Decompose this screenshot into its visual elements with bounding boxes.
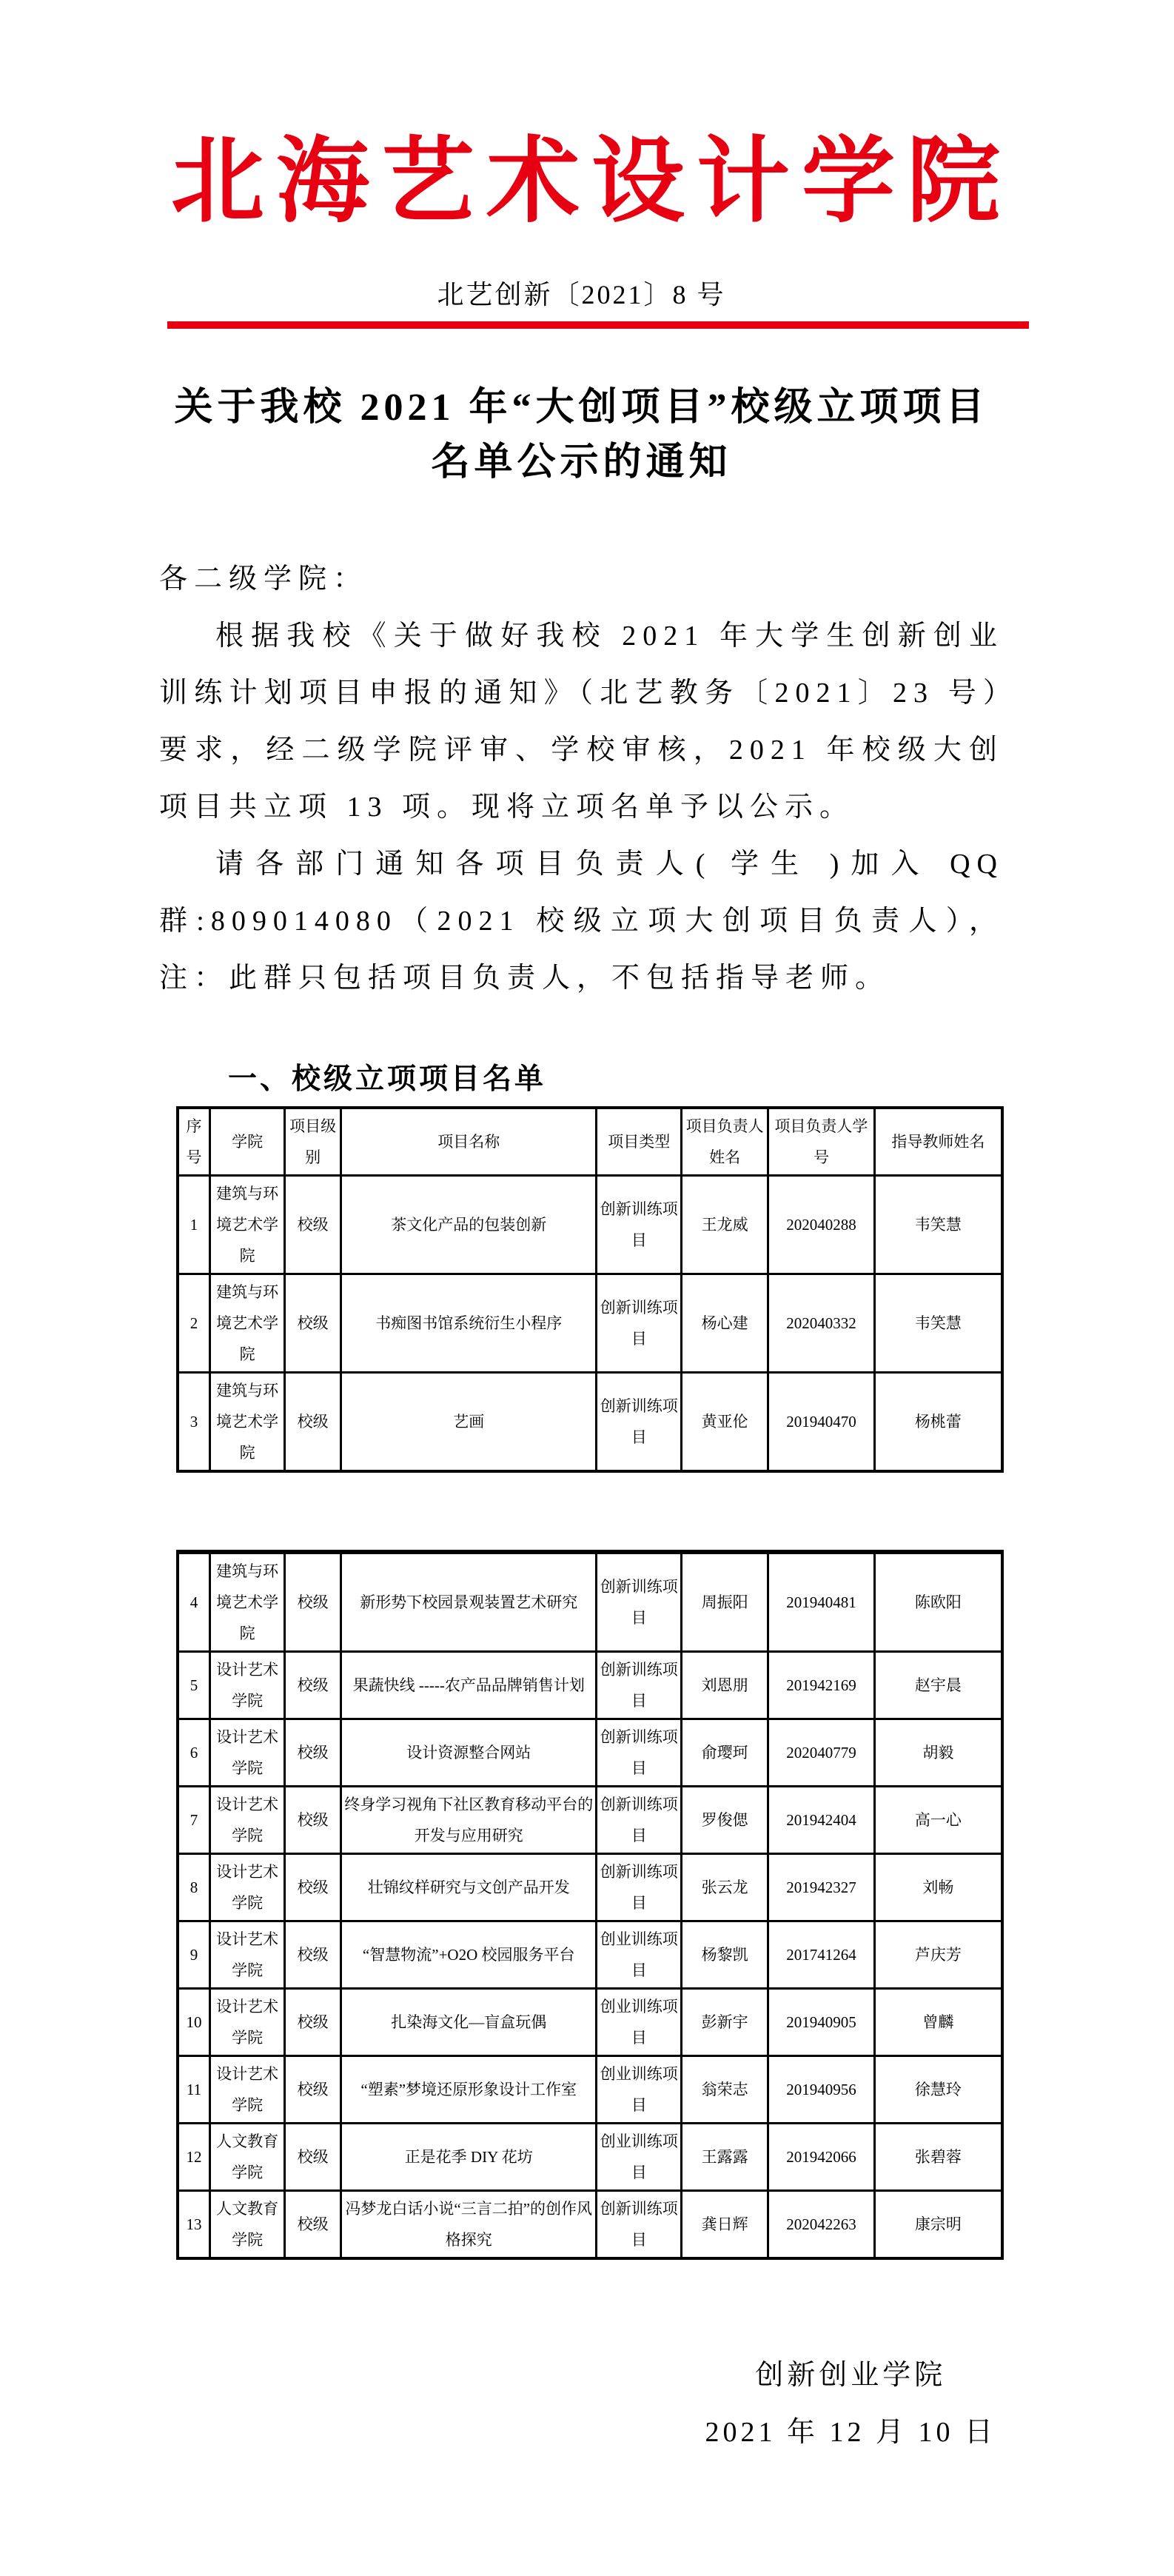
table-cell: 202040332 [768,1274,875,1372]
table-cell: 2 [178,1274,209,1372]
table-cell: 5 [178,1651,209,1719]
table-cell: 校级 [285,1274,341,1372]
project-table-part2 [176,1550,1004,2260]
table-cell: 校级 [285,2190,341,2258]
table-cell: 书痴图书馆系统衍生小程序 [341,1274,597,1372]
table-cell: 201942066 [768,2123,875,2190]
table-row [178,2055,1002,2123]
table-cell: 龚日辉 [682,2190,768,2258]
table-cell: 创业训练项目 [597,1921,682,1988]
table-cell: 徐慧玲 [874,2055,1002,2123]
table-cell: 彭新宇 [682,1988,768,2055]
table-cell: 人文教育学院 [209,2190,284,2258]
table-cell: 周振阳 [682,1552,768,1652]
table-header-cell: 项目名称 [341,1108,597,1176]
red-divider [167,321,1029,329]
table-cell: 1 [178,1175,209,1274]
table-cell: 创新训练项目 [597,1274,682,1372]
paragraph-qq-group: 请各部门通知各项目负责人( 学生 )加入 QQ 群:809014080（2021 校级立项大创项目负责人），注：此群只包括项目负责人，不包括指导老师。 [159,848,1004,994]
table-cell: 茶文化产品的包装创新 [341,1175,597,1274]
table-cell: 11 [178,2055,209,2123]
table-cell: 曾麟 [874,1988,1002,2055]
table-cell: 杨桃蕾 [874,1372,1002,1471]
table-row [178,1651,1002,1719]
table-cell: 艺画 [341,1372,597,1471]
table-cell: 杨心建 [682,1274,768,1372]
table-cell: 校级 [285,1921,341,1988]
table-cell: 设计艺术学院 [209,1651,284,1719]
table-cell: 201741264 [768,1921,875,1988]
table-row [178,2123,1002,2190]
table-cell: 创新训练项目 [597,2190,682,2258]
table-cell: 壮锦纹样研究与文创产品开发 [341,1853,597,1921]
table-cell: 创新训练项目 [597,1786,682,1853]
table-cell: 杨黎凯 [682,1921,768,1988]
table-cell: 设计艺术学院 [209,1786,284,1853]
table-cell: “塑素”梦境还原形象设计工作室 [341,2055,597,2123]
table-cell: 201940470 [768,1372,875,1471]
salutation: 各二级学院： [159,563,369,595]
section-heading: 一、校级立项项目名单 [228,1063,547,1095]
table-cell: 设计艺术学院 [209,1921,284,1988]
table-cell: “智慧物流”+O2O 校园服务平台 [341,1921,597,1988]
project-table-part1 [176,1106,1004,1473]
table-cell: 校级 [285,1175,341,1274]
table-row [178,1552,1002,1652]
table-cell: 陈欧阳 [874,1552,1002,1652]
table-header-cell: 项目负责人学号 [768,1108,875,1176]
table-cell: 张云龙 [682,1853,768,1921]
table-cell: 4 [178,1552,209,1652]
table-cell: 创新训练项目 [597,1372,682,1471]
table-cell: 建筑与环境艺术学院 [209,1372,284,1471]
table-cell: 6 [178,1719,209,1786]
table-cell: 9 [178,1921,209,1988]
table-cell: 202042263 [768,2190,875,2258]
paragraph-basis: 根据我校《关于做好我校 2021 年大学生创新创业训练计划项目申报的通知》（北艺教务〔2021〕23 号）要求，经二级学院评审、学校审核，2021 年校级大创项目共立项 13 项。现将立项名单予以公示。 [159,620,1004,823]
table-cell: 校级 [285,1853,341,1921]
table-cell: 校级 [285,2123,341,2190]
table-cell: 芦庆芳 [874,1921,1002,1988]
table-cell: 高一心 [874,1786,1002,1853]
table-cell: 校级 [285,1988,341,2055]
table-cell: 202040779 [768,1719,875,1786]
table-cell: 建筑与环境艺术学院 [209,1552,284,1652]
table-cell: 胡毅 [874,1719,1002,1786]
table-cell: 韦笑慧 [874,1175,1002,1274]
table-cell: 人文教育学院 [209,2123,284,2190]
table-row [178,1988,1002,2055]
table-cell: 扎染海文化—盲盒玩偶 [341,1988,597,2055]
document-number: 北艺创新〔2021〕8 号 [437,279,726,310]
table-header-cell: 序号 [178,1108,209,1176]
table-cell: 创新训练项目 [597,1719,682,1786]
table-header-cell: 项目级别 [285,1108,341,1176]
table-row [178,1372,1002,1471]
table-cell: 8 [178,1853,209,1921]
table-cell: 罗俊偲 [682,1786,768,1853]
table-cell: 校级 [285,1552,341,1652]
table-cell: 刘恩朋 [682,1651,768,1719]
table-row [178,1719,1002,1786]
table-cell: 设计艺术学院 [209,1719,284,1786]
table-cell: 王露露 [682,2123,768,2190]
table-cell: 13 [178,2190,209,2258]
table-row [178,1921,1002,1988]
table-cell: 王龙威 [682,1175,768,1274]
signature: 创新创业学院 [755,2359,947,2391]
table-header-cell: 学院 [209,1108,284,1176]
table-cell: 果蔬快线 -----农产品品牌销售计划 [341,1651,597,1719]
table-cell: 韦笑慧 [874,1274,1002,1372]
table-cell: 设计艺术学院 [209,2055,284,2123]
table-cell: 张碧蓉 [874,2123,1002,2190]
table-cell: 新形势下校园景观装置艺术研究 [341,1552,597,1652]
table-cell: 创新训练项目 [597,1853,682,1921]
table-cell: 校级 [285,2055,341,2123]
table-cell: 10 [178,1988,209,2055]
notice-title-line1: 关于我校 2021 年“大创项目”校级立项项目 [174,386,989,429]
table-cell: 建筑与环境艺术学院 [209,1274,284,1372]
table-cell: 冯梦龙白话小说“三言二拍”的创作风格探究 [341,2190,597,2258]
table-cell: 赵宇晨 [874,1651,1002,1719]
table-cell: 正是花季 DIY 花坊 [341,2123,597,2190]
footer [159,2347,1004,2461]
table-cell: 创业训练项目 [597,1988,682,2055]
table-cell: 创新训练项目 [597,1651,682,1719]
table-cell: 校级 [285,1719,341,1786]
table-row [178,1274,1002,1372]
table-cell: 建筑与环境艺术学院 [209,1175,284,1274]
table-row [178,1853,1002,1921]
table-cell: 设计资源整合网站 [341,1719,597,1786]
table-cell: 创新训练项目 [597,1552,682,1652]
table-cell: 12 [178,2123,209,2190]
footer-block [705,2347,996,2461]
notice-body [159,551,1004,1007]
table-row [178,1786,1002,1853]
table-cell: 202040288 [768,1175,875,1274]
notice-title-line2: 名单公示的通知 [431,441,732,484]
table-cell: 201940481 [768,1552,875,1652]
table-header-cell: 项目类型 [597,1108,682,1176]
table-cell: 创业训练项目 [597,2123,682,2190]
table-cell: 设计艺术学院 [209,1988,284,2055]
table-cell: 创新训练项目 [597,1175,682,1274]
table-cell: 康宗明 [874,2190,1002,2258]
date: 2021 年 12 月 10 日 [705,2416,996,2448]
table-cell: 刘畅 [874,1853,1002,1921]
table-header-cell: 项目负责人姓名 [682,1108,768,1176]
table-cell: 201942169 [768,1651,875,1719]
table-cell: 3 [178,1372,209,1471]
table-header-row [178,1108,1002,1176]
table-cell: 7 [178,1786,209,1853]
table-row [178,2190,1002,2258]
table-cell: 终身学习视角下社区教育移动平台的开发与应用研究 [341,1786,597,1853]
table-cell: 校级 [285,1372,341,1471]
table-cell: 翁荣志 [682,2055,768,2123]
notice-title [159,381,1004,490]
table-cell: 校级 [285,1786,341,1853]
table-cell: 201940905 [768,1988,875,2055]
table-row [178,1175,1002,1274]
table-cell: 创业训练项目 [597,2055,682,2123]
table-header-cell: 指导教师姓名 [874,1108,1002,1176]
table-cell: 校级 [285,1651,341,1719]
table-cell: 201942404 [768,1786,875,1853]
table-cell: 黄亚伦 [682,1372,768,1471]
masthead-title: 北海艺术设计学院 [171,131,1012,234]
table-cell: 201940956 [768,2055,875,2123]
table-cell: 俞璎珂 [682,1719,768,1786]
table-cell: 设计艺术学院 [209,1853,284,1921]
table-cell: 201942327 [768,1853,875,1921]
